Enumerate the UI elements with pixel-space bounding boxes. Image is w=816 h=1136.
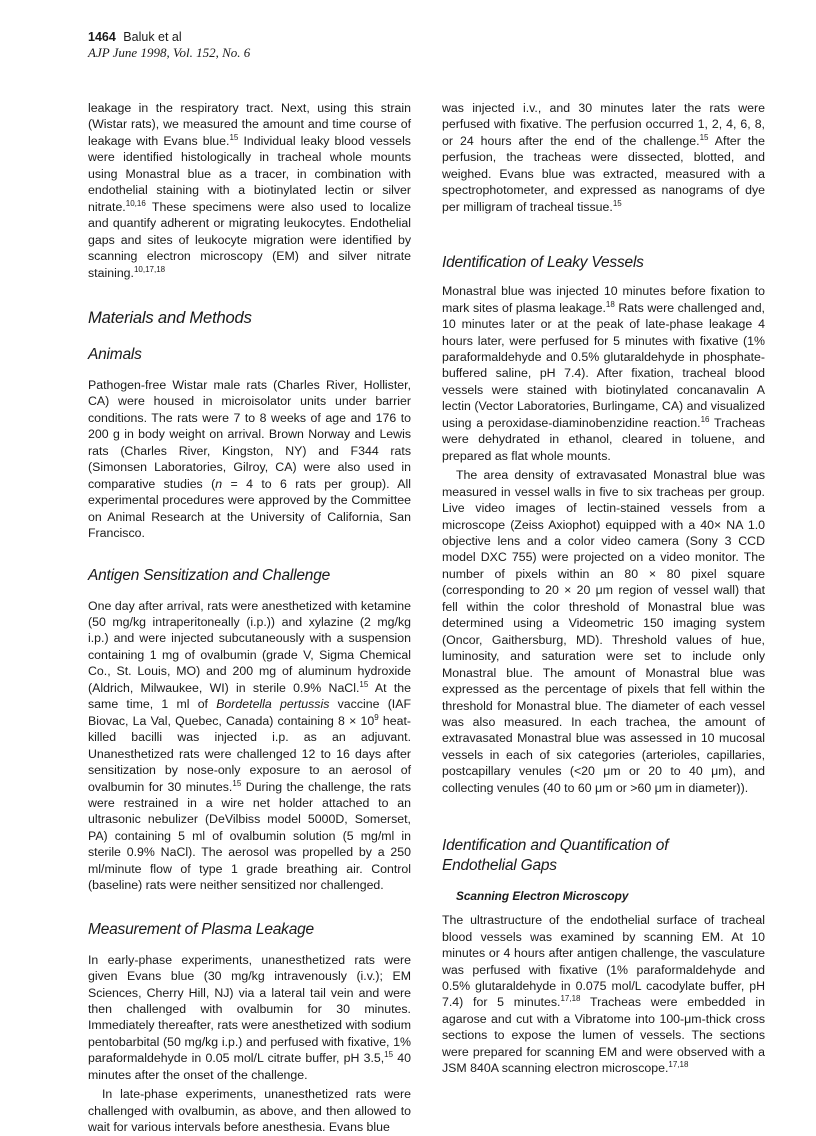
author-running-head: Baluk et al xyxy=(123,30,182,44)
leaky-vessels-heading: Identification of Leaky Vessels xyxy=(442,254,644,272)
left-column xyxy=(88,100,411,1136)
animals-heading: Animals xyxy=(88,345,142,363)
endothelial-gaps-heading: Identification and Quantification of Endothelial Gaps xyxy=(442,837,669,875)
continued-paragraph: was injected i.v., and 30 minutes later the rats were perfused with fixative. The perfusion occurred 1, 2, 4, 6, 8, or 24 hours after the end of the challenge.$^{15}$ After the perfusion, the tracheas were dissected, blotted, and weighed. Evans blue was extracted, measured with a spectrophotometer, and expressed as nanograms of dye per milligram of tracheal tissue.$^{15}$ xyxy=(442,101,765,214)
page-number: 1464 xyxy=(88,30,116,44)
leakage-paragraph-2: In late-phase experiments, unanesthetized rats were challenged with ovalbumin, as above, and then allowed to wait for various intervals before anesthesia. Evans blue xyxy=(88,1087,411,1135)
intro-paragraph: leakage in the respiratory tract. Next, using this strain (Wistar rats), we measured the amount and time course of leakage with Evans blue.$^{15}$ Individual leaky blood vessels were identified histologically in tracheal whole mounts using Monastral blue as a tracer, in combination with endothelial staining with a biotinylated lectin or silver nitrate.$^{10,16}$ These specimens were also used to localize and quantify adherent or migrating leukocytes. Endothelial gaps and sites of leukocyte migration were identified by scanning electron microscopy (EM) and silver nitrate staining.$^{10,17,18}$ xyxy=(88,101,411,280)
animals-paragraph: Pathogen-free Wistar male rats (Charles River, Hollister, CA) were housed in microisolator units under barrier conditions. The rats were 7 to 8 weeks of age and 176 to 200 g in body weight on arrival. Brown Norway and Lewis rats (Charles River, Kingston, NY) and F344 rats (Simonsen Laboratories, Gilroy, CA) were also used in comparative studies (n = 4 to 6 rats per group). All experimental procedures were approved by the Committee on Animal Research at the University of California, San Francisco. xyxy=(88,377,411,541)
running-head-line1 xyxy=(88,30,250,45)
leaky-paragraph-1: Monastral blue was injected 10 minutes before fixation to mark sites of plasma leakage.$^{18}$ Rats were challenged and, 10 minutes later or at the peak of late-phase leakage 4 hours later, were perfused for 5 minutes with fixative (1% paraformaldehyde and 0.5% glutaraldehyde in phosphate-buffered saline, pH 7.4). After fixation, tracheal blood vessels were stained with biotinylated concanavalin A lectin (Vector Laboratories, Burlingame, CA) and visualized using a peroxidase-diaminobenzidine reaction.$^{16}$ Tracheas were dehydrated in ethanol, cleared in toluene, and prepared as flat whole mounts. xyxy=(442,284,765,463)
page-header xyxy=(88,30,250,60)
sem-paragraph: The ultrastructure of the endothelial surface of tracheal blood vessels was examined by scanning EM. At 10 minutes or 4 hours after antigen challenge, the vasculature was perfused with fixative (1% paraformaldehyde and 0.5% glutaraldehyde in 0.075 mol/L cacodylate buffer, pH 7.4) for 5 minutes.$^{17,18}$ Tracheas were embedded in agarose and cut with a Vibratome into 100-μm-thick cross sections to expose the lumen of vessels. The sections were prepared for scanning EM and were observed with a JSM 840A scanning electron microscope.$^{17,18}$ xyxy=(442,913,765,1076)
sem-subheading: Scanning Electron Microscopy xyxy=(456,889,629,904)
antigen-heading: Antigen Sensitization and Challenge xyxy=(88,566,331,584)
materials-methods-heading: Materials and Methods xyxy=(88,307,252,327)
leaky-paragraph-2: The area density of extravasated Monastral blue was measured in vessel walls in five to six tracheas per group. Live video images of lectin-stained vessels from a microscope (Zeiss Axiophot) equipped with a 40× NA 1.0 objective lens and a color video camera (Sony 3 CCD model DXC 755) were projected on a video monitor. The number of pixels within an 80 × 80 pixel square (corresponding to 20 × 20 μm region of vessel wall) that fell within the color threshold of Monastral blue was determined using a Videometric 150 imaging system (Oncor, Gaithersburg, MD). Threshold values of hue, luminosity, and saturation were set to include only Monastral blue. The amount of Monastral blue was expressed as the percentage of pixels that fell within the threshold for Monastral blue. The diameter of each vessel was also measured. In each trachea, the amount of extravasated Monastral blue was assessed in 10 mucosal vessels in each of six categories (arterioles, capillaries, postcapillary venules (<20 μm or 20 to 40 μm), and collecting venules (40 to 60 μm or >60 μm in diameter)). xyxy=(442,468,765,795)
journal-citation: AJP June 1998, Vol. 152, No. 6 xyxy=(88,45,251,60)
right-column xyxy=(442,100,765,1077)
antigen-paragraph: One day after arrival, rats were anesthetized with ketamine (50 mg/kg intraperitoneally (i.p.)) and xylazine (2 mg/kg i.p.) and were injected subcutaneously with a suspension containing 1 mg of ovalbumin (grade V, Sigma Chemical Co., St. Louis, MO) and 200 mg of aluminum hydroxide (Aldrich, Milwaukee, WI) in sterile 0.9% NaCl.$^{15}$ At the same time, 1 ml of Bordetella pertussis vaccine (IAF Biovac, La Val, Quebec, Canada) containing $8 \times 10^9$ heat-killed bacilli was injected i.p. as an adjuvant. Unanesthetized rats were challenged 12 to 16 days after sensitization by nose-only exposure to an aerosol of ovalbumin for 30 minutes.$^{15}$ During the challenge, the rats were restrained in a wire net holder attached to an ultrasonic nebulizer (DeVilbiss model 5000D, Somerset, PA) containing 5 ml of ovalbumin solution (5 mg/ml in sterile 0.9% NaCl). The aerosol was propelled by a 250 ml/minute flow of type 1 grade breathing air. Control (baseline) rats were neither sensitized nor challenged. xyxy=(88,598,412,893)
leakage-paragraph-1: In early-phase experiments, unanesthetized rats were given Evans blue (30 mg/kg intravenously (i.v.); EM Sciences, Cherry Hill, NJ) via a lateral tail vein and were then challenged with ovalbumin for 30 minutes. Immediately thereafter, rats were anesthetized with sodium pentobarbital (50 mg/kg i.p.) and perfused with fixative, 1% paraformaldehyde in 0.05 mol/L citrate buffer, pH 3.5,15 40 minutes after the onset of the challenge. xyxy=(88,952,411,1082)
plasma-leakage-heading: Measurement of Plasma Leakage xyxy=(88,920,314,938)
